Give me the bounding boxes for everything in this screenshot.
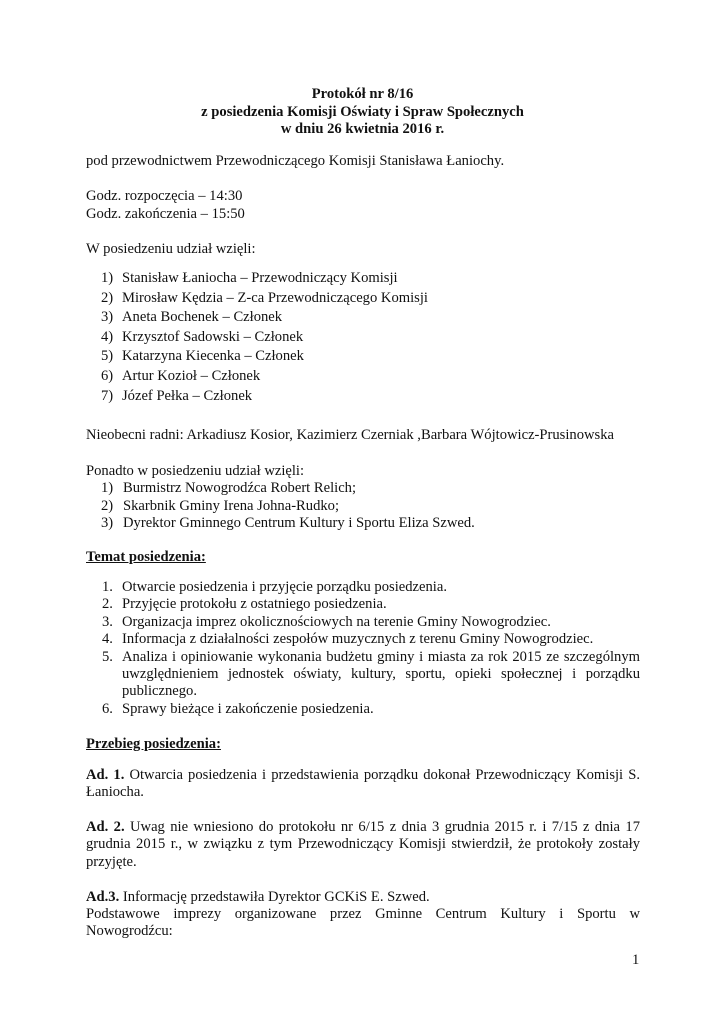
list-text: Aneta Bochenek – Członek xyxy=(122,309,283,326)
ad2-paragraph xyxy=(86,819,640,871)
list-number: 3. xyxy=(102,613,113,630)
list-item xyxy=(86,480,640,498)
proceedings-heading: Przebieg posiedzenia: xyxy=(86,736,221,752)
ad3-continuation: Podstawowe imprezy organizowane przez Gminne Centrum Kultury i Sportu w Nowogrodźcu: xyxy=(86,906,640,940)
ad2-label: Ad. 2. xyxy=(86,819,125,835)
list-number: 3) xyxy=(101,309,114,326)
list-item xyxy=(86,290,640,310)
list-text: Krzysztof Sadowski – Członek xyxy=(122,328,304,345)
attendance-list xyxy=(86,270,640,407)
list-item xyxy=(86,348,640,368)
list-item xyxy=(86,614,640,631)
absent-line: Nieobecni radni: Arkadiusz Kosior, Kazimierz Czerniak ,Barbara Wójtowicz-Prusinowska xyxy=(86,427,615,443)
guests-list xyxy=(86,480,640,533)
ad3-paragraph xyxy=(86,889,640,906)
ad3-label: Ad.3. xyxy=(86,889,120,905)
list-text: Artur Kozioł – Członek xyxy=(122,367,261,384)
list-number: 5. xyxy=(102,648,113,665)
list-number: 4) xyxy=(101,328,114,345)
protocol-date: w dniu 26 kwietnia 2016 r. xyxy=(280,121,445,137)
protocol-heading xyxy=(0,86,725,139)
protocol-title: Protokół nr 8/16 xyxy=(311,86,414,102)
list-number: 1) xyxy=(101,480,114,496)
list-text: Mirosław Kędzia – Z-ca Przewodniczącego Komisji xyxy=(122,289,428,306)
ad1-label: Ad. 1. xyxy=(86,767,125,783)
list-item xyxy=(86,388,640,408)
list-item xyxy=(86,701,640,718)
end-time: Godz. zakończenia – 15:50 xyxy=(86,206,245,222)
attendance-intro: W posiedzeniu udział wzięli: xyxy=(86,241,256,257)
list-text: Otwarcie posiedzenia i przyjęcie porządku posiedzenia. xyxy=(122,579,447,595)
list-number: 7) xyxy=(101,387,114,404)
list-item xyxy=(86,270,640,290)
list-text: Organizacja imprez okolicznościowych na terenie Gminy Nowogrodziec. xyxy=(122,613,551,630)
list-text: Józef Pełka – Członek xyxy=(122,387,253,404)
list-number: 2) xyxy=(101,289,114,306)
list-number: 1) xyxy=(101,270,114,286)
page-number: 1 xyxy=(632,952,640,968)
ad2-text: Uwag nie wniesiono do protokołu nr 6/15 z dnia 3 grudnia 2015 r. i 7/15 z dnia 17 grudnia 2015 r., w związku z tym Przewodniczący Komisji stwierdził, że protokoły zostały przyjęte. xyxy=(86,819,640,870)
list-item xyxy=(86,596,640,613)
list-item xyxy=(86,368,640,388)
list-item xyxy=(86,498,640,516)
list-text: Sprawy bieżące i zakończenie posiedzenia. xyxy=(122,700,374,717)
list-text: Stanisław Łaniocha – Przewodniczący Komisji xyxy=(122,270,398,286)
ad3-text: Informację przedstawiła Dyrektor GCKiS E. Szwed. xyxy=(119,889,430,905)
list-number: 6) xyxy=(101,367,114,384)
list-text: Analiza i opiniowanie wykonania budżetu gminy i miasta za rok 2015 ze szczególnym uwzględnieniem jednostek oświaty, kultury, sportu, opieki społecznej i porządku publicznego. xyxy=(122,648,640,700)
list-text: Informacja z działalności zespołów muzycznych z terenu Gminy Nowogrodziec. xyxy=(122,631,594,648)
protocol-subtitle: z posiedzenia Komisji Oświaty i Spraw Społecznych xyxy=(201,103,524,120)
start-time: Godz. rozpoczęcia – 14:30 xyxy=(86,188,243,204)
ad1-text: Otwarcia posiedzenia i przedstawienia porządku dokonał Przewodniczący Komisji S. Łaniocha. xyxy=(86,767,640,801)
list-text: Katarzyna Kiecenka – Członek xyxy=(122,348,304,365)
list-text: Burmistrz Nowogrodźca Robert Relich; xyxy=(123,480,357,496)
guests-intro: Ponadto w posiedzeniu udział wzięli: xyxy=(86,463,305,479)
list-item xyxy=(86,631,640,648)
agenda-heading: Temat posiedzenia: xyxy=(86,549,206,565)
list-text: Skarbnik Gminy Irena Johna-Rudko; xyxy=(123,497,340,514)
list-item xyxy=(86,329,640,349)
list-item xyxy=(86,309,640,329)
chair-line: pod przewodnictwem Przewodniczącego Komisji Stanisława Łaniochy. xyxy=(86,153,505,169)
ad1-paragraph xyxy=(86,767,640,802)
list-item xyxy=(86,515,640,533)
list-number: 6. xyxy=(102,700,113,717)
list-number: 5) xyxy=(101,348,114,365)
list-number: 3) xyxy=(101,515,114,531)
list-number: 1. xyxy=(102,579,113,595)
list-text: Przyjęcie protokołu z ostatniego posiedzenia. xyxy=(122,596,387,613)
list-number: 4. xyxy=(102,631,113,648)
list-number: 2. xyxy=(102,596,113,613)
list-item xyxy=(86,579,640,596)
list-text: Dyrektor Gminnego Centrum Kultury i Sportu Eliza Szwed. xyxy=(123,515,475,531)
agenda-list xyxy=(86,579,640,718)
list-number: 2) xyxy=(101,497,114,514)
list-item xyxy=(86,649,640,701)
